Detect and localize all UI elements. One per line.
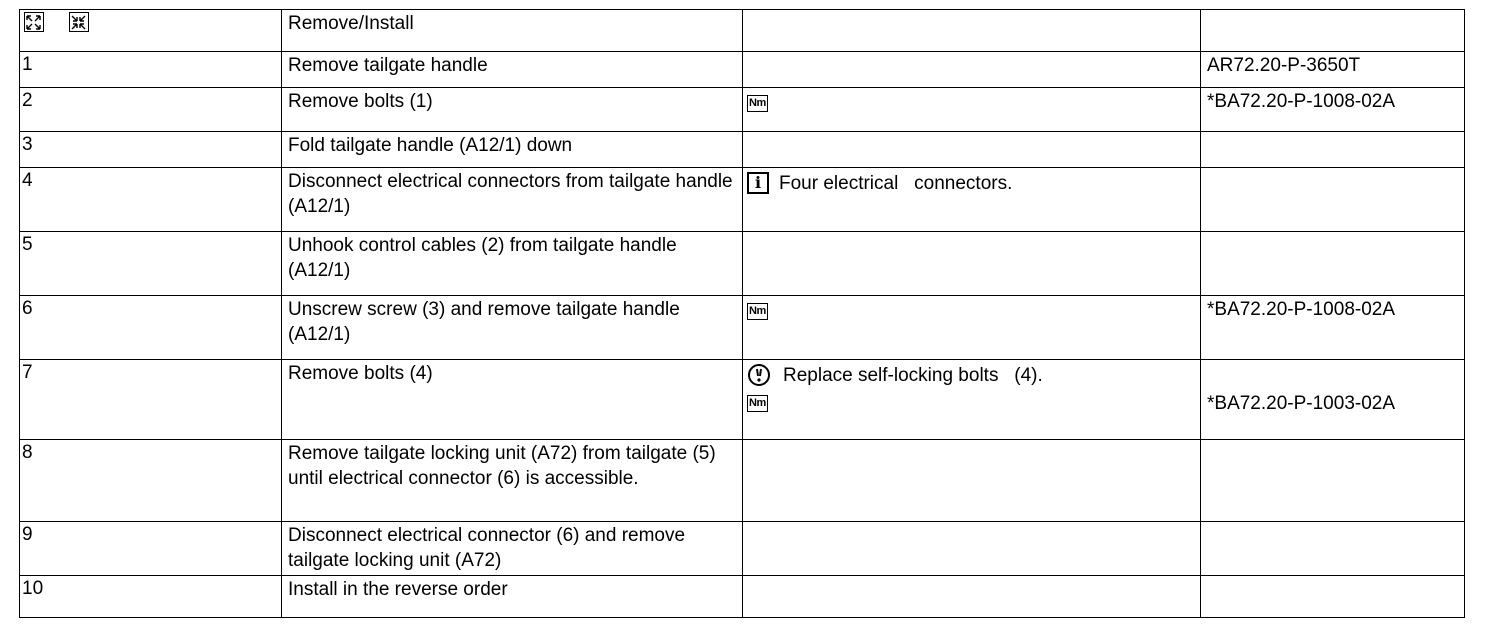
step-number: 4 bbox=[20, 168, 282, 232]
table-row bbox=[20, 168, 1465, 232]
info-icon: i bbox=[747, 172, 769, 194]
step-text: Disconnect electrical connector (6) and remove tailgate locking unit (A72) bbox=[282, 522, 743, 576]
step-reference bbox=[1201, 522, 1465, 576]
header-ref-cell bbox=[1201, 10, 1465, 52]
step-reference bbox=[1201, 232, 1465, 296]
header-note-cell bbox=[743, 10, 1201, 52]
table-row bbox=[20, 296, 1465, 360]
step-text: Remove tailgate handle bbox=[282, 52, 743, 88]
step-reference bbox=[1201, 576, 1465, 618]
step-number: 7 bbox=[20, 360, 282, 440]
step-note bbox=[743, 296, 1201, 360]
step-number: 9 bbox=[20, 522, 282, 576]
step-note bbox=[743, 576, 1201, 618]
step-note bbox=[743, 88, 1201, 132]
step-text: Unhook control cables (2) from tailgate handle (A12/1) bbox=[282, 232, 743, 296]
step-number: 1 bbox=[20, 52, 282, 88]
step-note bbox=[743, 522, 1201, 576]
step-text: Unscrew screw (3) and remove tailgate handle (A12/1) bbox=[282, 296, 743, 360]
step-text: Install in the reverse order bbox=[282, 576, 743, 618]
table-row bbox=[20, 360, 1465, 440]
step-reference-cell bbox=[1201, 360, 1465, 440]
table-row bbox=[20, 52, 1465, 88]
step-note bbox=[743, 168, 1201, 232]
step-note bbox=[743, 52, 1201, 88]
step-reference-link[interactable]: AR72.20-P-3650T bbox=[1201, 52, 1465, 88]
warning-icon bbox=[747, 363, 771, 387]
step-note bbox=[743, 440, 1201, 522]
collapse-arrows-icon[interactable] bbox=[69, 12, 89, 32]
table-row bbox=[20, 88, 1465, 132]
table-row bbox=[20, 232, 1465, 296]
step-reference-link[interactable]: *BA72.20-P-1003-02A bbox=[1207, 392, 1396, 414]
step-number: 5 bbox=[20, 232, 282, 296]
step-reference bbox=[1201, 168, 1465, 232]
step-reference-link[interactable]: *BA72.20-P-1008-02A bbox=[1201, 296, 1465, 360]
step-note bbox=[743, 232, 1201, 296]
torque-nm-icon[interactable]: Nm bbox=[747, 395, 768, 412]
table-row bbox=[20, 522, 1465, 576]
torque-nm-icon[interactable]: Nm bbox=[747, 95, 768, 112]
step-number: 3 bbox=[20, 132, 282, 168]
torque-nm-icon[interactable]: Nm bbox=[747, 303, 768, 320]
info-note-text: Four electrical connectors. bbox=[779, 172, 1013, 194]
step-text: Remove bolts (4) bbox=[282, 360, 743, 440]
step-reference bbox=[1201, 440, 1465, 522]
table-row bbox=[20, 440, 1465, 522]
step-text: Remove bolts (1) bbox=[282, 88, 743, 132]
table-row bbox=[20, 132, 1465, 168]
step-note bbox=[743, 360, 1201, 440]
warning-note-text: Replace self-locking bolts (4). bbox=[783, 364, 1043, 386]
expand-arrows-icon[interactable] bbox=[24, 12, 44, 32]
step-number: 2 bbox=[20, 88, 282, 132]
header-icons-cell bbox=[20, 10, 282, 52]
step-text: Fold tailgate handle (A12/1) down bbox=[282, 132, 743, 168]
step-number: 6 bbox=[20, 296, 282, 360]
step-text: Remove tailgate locking unit (A72) from tailgate (5) until electrical connector (6) is accessible. bbox=[282, 440, 743, 522]
procedure-table bbox=[19, 9, 1465, 618]
step-reference bbox=[1201, 132, 1465, 168]
header-title: Remove/Install bbox=[282, 10, 743, 52]
step-number: 10 bbox=[20, 576, 282, 618]
table-header-row bbox=[20, 10, 1465, 52]
step-reference-link[interactable]: *BA72.20-P-1008-02A bbox=[1201, 88, 1465, 132]
step-number: 8 bbox=[20, 440, 282, 522]
table-row bbox=[20, 576, 1465, 618]
step-note bbox=[743, 132, 1201, 168]
step-text: Disconnect electrical connectors from tailgate handle (A12/1) bbox=[282, 168, 743, 232]
